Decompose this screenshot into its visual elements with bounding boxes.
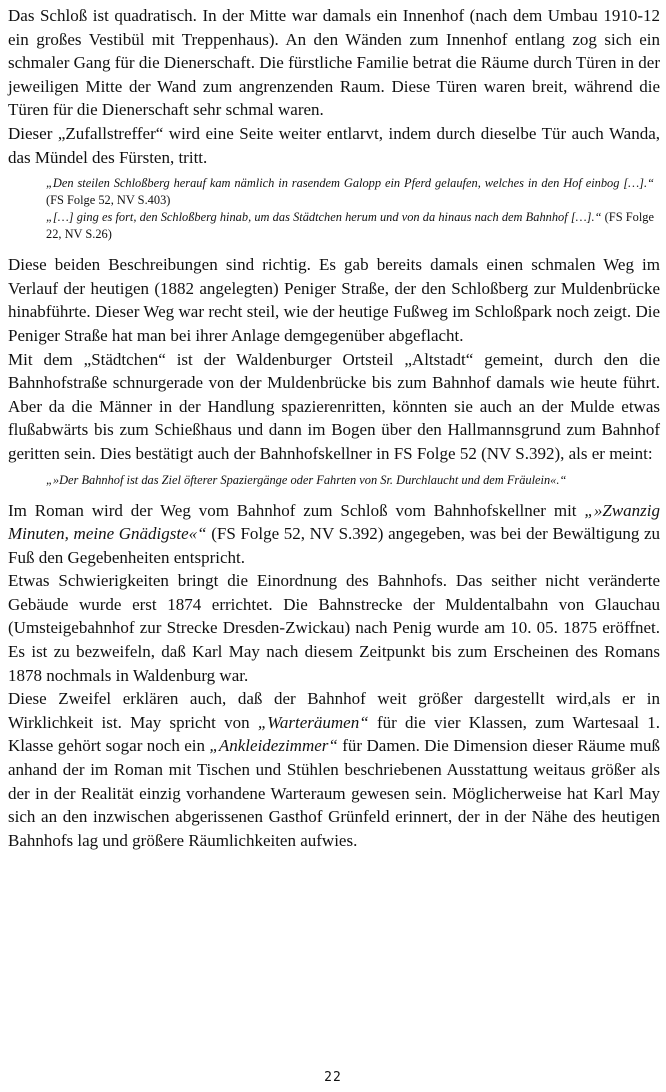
- quote-reference: (FS Folge 52, NV S.403): [46, 193, 171, 208]
- quote-schlossberg-down: [46, 209, 654, 243]
- quote-reference: (FS Folge 22, NV S.26): [46, 210, 654, 242]
- paragraph-walking-time: Im Roman wird der Weg vom Bahnhof zum Schloß vom Bahnhofskellner mit „»Zwanzig Minuten, meine Gnädigste«“ (FS Folge 52, NV S.392) angegeben, was bei der Bewältigung zu Fuß den Gegebenheiten entspricht.: [8, 500, 660, 567]
- quote-text: „Den steilen Schloßberg herauf kam nämlich in rasendem Galopp ein Pferd gelaufen, welches in den Hof einbog […].“: [46, 176, 654, 191]
- quote-schlossberg-gallop: [46, 175, 654, 209]
- paragraph-station-size: Diese Zweifel erklären auch, daß der Bahnhof weit größer dargestellt wird,als er in Wirklichkeit ist. May spricht von „Warteräumen“ für die vier Klassen, zum Wartesaal 1. Klasse gehört sogar noch ein „Ankleidezimmer“ für Damen. Die Dimension dieser Räume muß anhand der im Roman mit Tischen und Stühlen beschriebenen Ausstattung weitaus größer als der in der Realität einzig vorhandene Warteraum gewesen sein. Möglicherweise hat Karl May sich an den inzwischen abgerissenen Gasthof Grünfeld erinnert, der in der Nähe des heutigen Bahnhofs lag und größere Räumlichkeiten aufwies.: [8, 689, 660, 850]
- page-content: [8, 4, 660, 852]
- paragraph-castle-layout: Das Schloß ist quadratisch. In der Mitte war damals ein Innenhof (nach dem Umbau 1910-12 ein großes Vestibül mit Treppenhaus). An den Wänden zum Innenhof entlang zog sich ein schmaler Gang für die Dienerschaft. Die fürstliche Familie betrat die Räume durch Türen in der jeweiligen Mitte der Wand zum angrenzenden Raum. Diese Türen waren breit, während die Türen für die Dienerschaft sehr schmal waren.: [8, 6, 660, 120]
- paragraph-station-dating: Etwas Schwierigkeiten bringt die Einordnung des Bahnhofs. Das seither nicht veränderte Gebäude wurde erst 1874 errichtet. Die Bahnstrecke der Muldentalbahn von Glauchau (Umsteigebahnhof zur Strecke Dresden-Zwickau) nach Penig wurde am 10. 05. 1875 eröffnet. Es ist zu bezweifeln, daß Karl May nach diesem Zeitpunkt bis zum Erscheinen des Romans 1878 nochmals in Waldenburg war.: [8, 571, 660, 685]
- paragraph-staedtchen: Mit dem „Städtchen“ ist der Waldenburger Ortsteil „Altstadt“ gemeint, durch den die Bahnhofstraße schnurgerade von der Muldenbrücke bis zum Bahnhof damals wie heute führt. Aber da die Männer in der Handlung spazierenritten, könnten sie auch an der Mulde etwas flußabwärts bis zum Schießhaus und dann im Bogen über den Hallmannsgrund zum Bahnhof geritten sein. Dies bestätigt auch der Bahnhofskellner in FS Folge 52 (NV S.392), als er meint:: [8, 349, 660, 463]
- paragraph-descriptions-correct: Diese beiden Beschreibungen sind richtig. Es gab bereits damals einen schmalen Weg im Verlauf der heutigen (1882 angelegten) Peniger Straße, der den Schloßberg zur Muldenbrücke hinabführte. Dieser Weg war recht steil, wie der heutige Fußweg im Schloßpark noch zeigt. Die Peniger Straße hat man bei ihrer Anlage demgegenüber abgeflacht.: [8, 255, 660, 345]
- quote-bahnhof-ziel: „»Der Bahnhof ist das Ziel öfterer Spaziergänge oder Fahrten von Sr. Durchlaucht und dem Fräulein«.“: [46, 472, 567, 487]
- quote-text: „[…] ging es fort, den Schloßberg hinab, um das Städtchen herum und von da hinaus nach dem Bahnhof […].“: [46, 210, 602, 225]
- page-number: 22: [324, 1070, 342, 1085]
- paragraph-coincidence: Dieser „Zufallstreffer“ wird eine Seite weiter entlarvt, indem durch dieselbe Tür auch Wanda, das Mündel des Fürsten, tritt.: [8, 123, 660, 167]
